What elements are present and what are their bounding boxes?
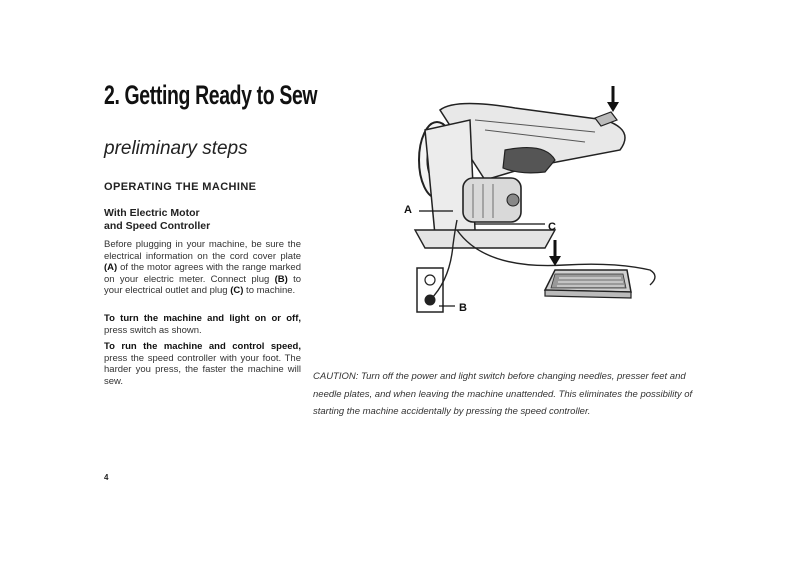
intro-text-3: to your electrical outlet and plug — [104, 273, 302, 297]
speed-instruction — [104, 341, 301, 387]
callout-c: C — [548, 221, 556, 233]
intro-label-b: (B) — [274, 273, 288, 285]
machine-base — [415, 230, 555, 248]
intro-label-a: (A) — [104, 262, 118, 274]
callout-a: A — [404, 204, 412, 216]
section-heading: OPERATING THE MACHINE — [104, 181, 257, 193]
intro-text-2: of the motor agrees with the range marked on your electric meter. Connect plug — [104, 262, 301, 285]
intro-text-1: Before plugging in your machine, be sure the electrical information on the cord cover plate — [104, 239, 301, 262]
intro-text-4: to machine. — [243, 285, 296, 297]
intro-paragraph — [104, 239, 301, 297]
speed-heading: To run the machine and control speed, — [104, 341, 301, 352]
callout-b: B — [459, 302, 467, 314]
sub-heading — [104, 207, 210, 233]
chapter-title: 2. Getting Ready to Sew — [104, 80, 318, 110]
caution-note: CAUTION: Turn off the power and light switch before changing needles, presser feet and needle plates, and when leaving the machine unattended. This eliminates the possibility of starting the machine accidentally by pressing the speed controller. — [313, 371, 693, 417]
light-heading: To turn the machine and light on or off, — [104, 313, 301, 324]
speed-text: press the speed controller with your foot. The harder you press, the faster the machine will sew. — [104, 352, 301, 387]
light-instruction — [104, 313, 301, 336]
sub-heading-line-1: With Electric Motor — [104, 207, 200, 219]
intro-label-c: (C) — [230, 285, 244, 297]
sub-heading-line-2: and Speed Controller — [104, 220, 211, 232]
subtitle: preliminary steps — [104, 138, 248, 159]
sewing-machine-illustration — [395, 80, 725, 330]
light-text: press switch as shown. — [104, 324, 202, 336]
page-number: 4 — [104, 473, 109, 482]
